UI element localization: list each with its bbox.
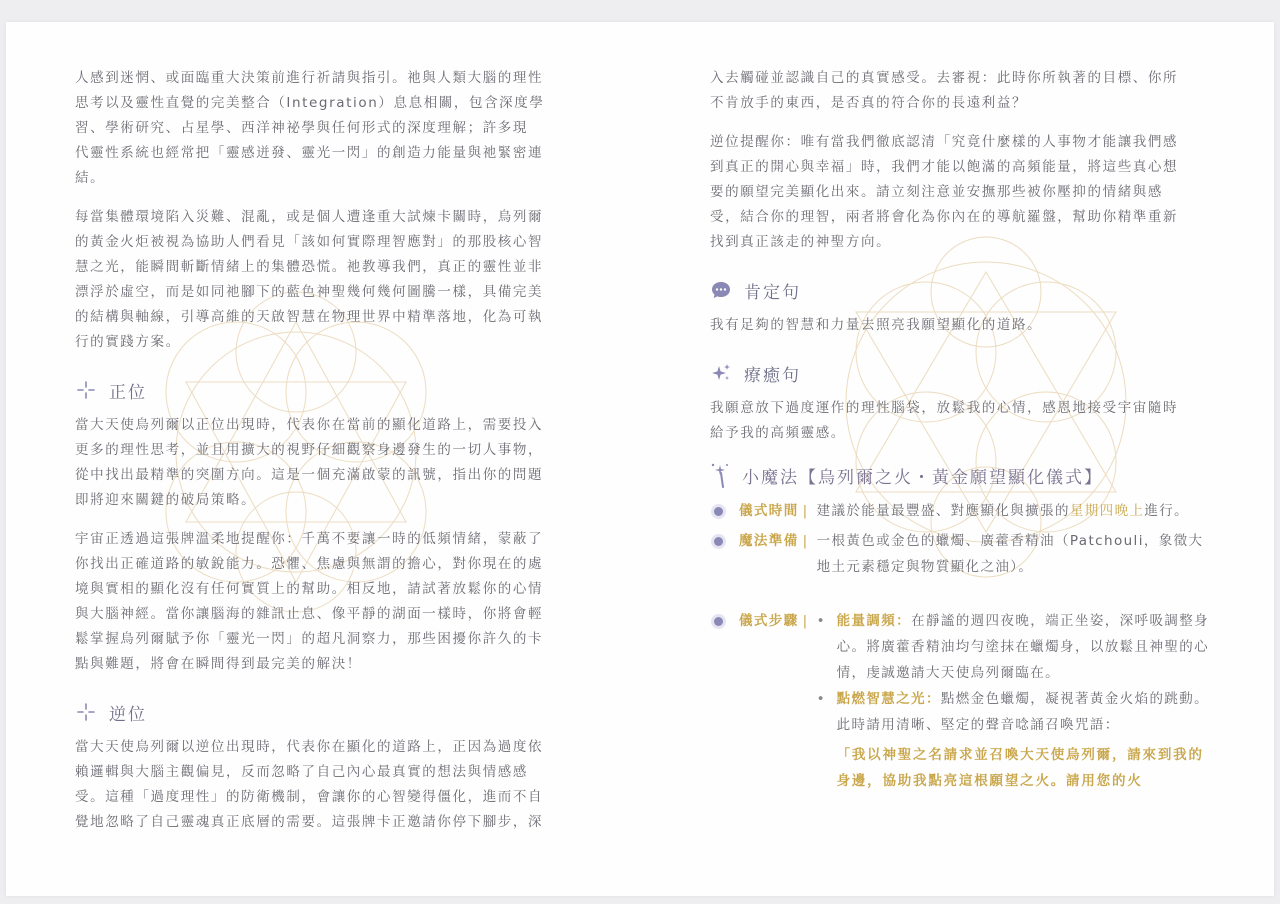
sparkle-icon <box>75 701 97 723</box>
chat-bubble-icon <box>710 279 732 301</box>
ritual-step-2 <box>817 686 1210 738</box>
stars-icon <box>710 362 732 384</box>
ritual-step-1 <box>817 608 1210 686</box>
ritual-step-1-label: 能量調頻： <box>836 613 912 629</box>
ritual-step-1-content <box>837 608 1210 686</box>
book-spread <box>6 22 1274 896</box>
left-paragraph-2: 每當集體環境陷入災難、混亂，或是個人遭逢重大試煉卡關時，烏列爾 的黃金火炬被視為協助人們看見「該如何實際理智應對」的那股核心智 慧之光，能瞬間斬斷情緒上的集體恐慌。祂教導我們，真正的靈性並非 漂浮於虛空，而是如同祂腳下的藍色神聖幾何幾何圖騰一樣，具備完美 的結構與軸線，引導高維的天啟智慧在物理世界中精準落地，化為可執 行的實踐方案。 <box>75 209 544 350</box>
healing-heading-text: 療癒句 <box>744 365 801 386</box>
right-paragraph-1: 入去觸碰並認識自己的真實感受。去審視：此時你所執著的目標、你所 不肯放手的東西，是否真的符合你的長遠利益？ <box>710 70 1179 111</box>
reversed-heading-text: 逆位 <box>109 704 147 725</box>
ritual-time-highlight: 星期四晚上 <box>1069 503 1145 519</box>
magic-title <box>710 462 1210 488</box>
left-page <box>75 66 575 849</box>
reversed-paragraph-1: 當大天使烏列爾以逆位出現時，代表你在顯化的道路上，正因為過度依 賴邏輯與大腦主觀偏見，反而忽略了自己內心最真實的想法與情感感 受。這種「過度理性」的防衛機制，會讓你的心智變得僵化，進而不自 覺地忽略了自己靈魂真正底層的需要。這張牌卡正邀請你停下腳步，深 <box>75 739 544 830</box>
chant-text: 「我以神聖之名請求並召喚大天使烏列爾，請來到我的身邊，協助我點亮這根願望之火。請用您的火 <box>836 747 1204 789</box>
ritual-time-text-a: 建議於能量最豐盛、對應顯化與擴張的 <box>816 503 1070 519</box>
healing-heading <box>710 358 1210 388</box>
ritual-step-1-text: 在靜謐的週四夜晚，端正坐姿，深呼吸調整身心。將廣藿香精油均勻塗抹在蠟燭身，以放鬆且神聖的心情，虔誠邀請大天使烏列爾臨在。 <box>836 613 1210 681</box>
separator: | <box>802 533 809 549</box>
separator: | <box>802 503 809 519</box>
ritual-time-text <box>817 498 1190 524</box>
magic-title-text: 小魔法【烏列爾之火・黃金願望顯化儀式】 <box>742 467 1103 488</box>
ritual-time-label: 儀式時間 <box>739 503 799 519</box>
sparkle-icon <box>75 379 97 401</box>
reversed-heading <box>75 697 575 727</box>
ritual-steps-list <box>817 608 1210 794</box>
affirmation-text: 我有足夠的智慧和力量去照亮我願望顯化的道路。 <box>710 317 1043 333</box>
ritual-step-2-label: 點燃智慧之光： <box>836 691 941 707</box>
dot-icon <box>714 507 723 516</box>
bullet-icon: • <box>816 691 826 707</box>
magic-prep-text: 一根黃色或金色的蠟燭、廣藿香精油（Patchouli，象徵大地土元素穩定與物質顯化之油）。 <box>816 533 1204 575</box>
bullet-icon: • <box>816 613 826 629</box>
right-paragraph-2: 逆位提醒你：唯有當我們徹底認清「究竟什麼樣的人事物才能讓我們感 到真正的開心與幸福」時，我們才能以飽滿的高頻能量，將這些真心想 要的願望完美顯化出來。請立刻注意並安撫那些被你壓抑的情緒與感 受，結合你的理智，兩者將會化為你內在的導航羅盤，幫助你精準重新 找到真正該走的神聖方向。 <box>710 134 1179 250</box>
ritual-steps-row <box>710 608 1210 794</box>
ritual-time-text-b: 進行。 <box>1144 503 1190 519</box>
left-paragraph-1: 人感到迷惘、或面臨重大決策前進行祈請與指引。祂與人類大腦的理性 思考以及靈性直覺的完美整合（Integration）息息相關，包含深度學 習、學術研究、占星學、西洋神祕學與任何形式的深度理解；許多現 代靈性系統也經常把「靈感迸發、靈光一閃」的創造力能量與祂緊密連 結。 <box>75 70 545 186</box>
magic-wand-icon <box>710 462 732 488</box>
magic-prep-label: 魔法準備 <box>739 533 799 549</box>
upright-heading-text: 正位 <box>109 382 147 403</box>
ritual-chant <box>817 742 1210 794</box>
healing-text: 我願意放下過度運作的理性腦袋，放鬆我的心情，感恩地接受宇宙隨時 給予我的高頻靈感。 <box>710 400 1179 441</box>
ritual-step-2-text: 點燃金色蠟燭，凝視著黃金火焰的跳動。此時請用清晰、堅定的聲音唸誦召喚咒語： <box>836 691 1210 733</box>
separator: | <box>802 613 809 629</box>
ritual-time-row <box>710 498 1210 524</box>
upright-heading <box>75 375 575 405</box>
dot-icon <box>714 537 723 546</box>
ritual-steps-label: 儀式步驟 <box>739 613 799 629</box>
affirmation-heading <box>710 275 1210 305</box>
right-page <box>710 66 1210 794</box>
upright-paragraph-1: 當大天使烏列爾以正位出現時，代表你在當前的顯化道路上，需要投入 更多的理性思考，並且用擴大的視野仔細觀察身邊發生的一切人事物， 從中找出最精準的突圍方向。這是一個充滿啟蒙的訊號，指出你的問題 即將迎來關鍵的破局策略。 <box>75 417 544 508</box>
affirmation-heading-text: 肯定句 <box>744 282 801 303</box>
chant-indent <box>817 742 837 794</box>
dot-icon <box>714 617 723 626</box>
magic-prep-row <box>710 528 1210 580</box>
ritual-step-2-content <box>837 686 1210 738</box>
upright-paragraph-2: 宇宙正透過這張牌溫柔地提醒你：千萬不要讓一時的低頻情緒，蒙蔽了 你找出正確道路的敏銳能力。恐懼、焦慮與無謂的擔心，對你現在的處 境與實相的顯化沒有任何實質上的幫助。相反地，請試著放鬆你的心情 與大腦神經。當你讓腦海的雜訊止息、像平靜的湖面一樣時，你將會輕 鬆掌握烏列爾賦予你「靈光一閃」的超凡洞察力，那些困擾你許久的卡 點與難題，將會在瞬間得到最完美的解決！ <box>75 531 544 672</box>
